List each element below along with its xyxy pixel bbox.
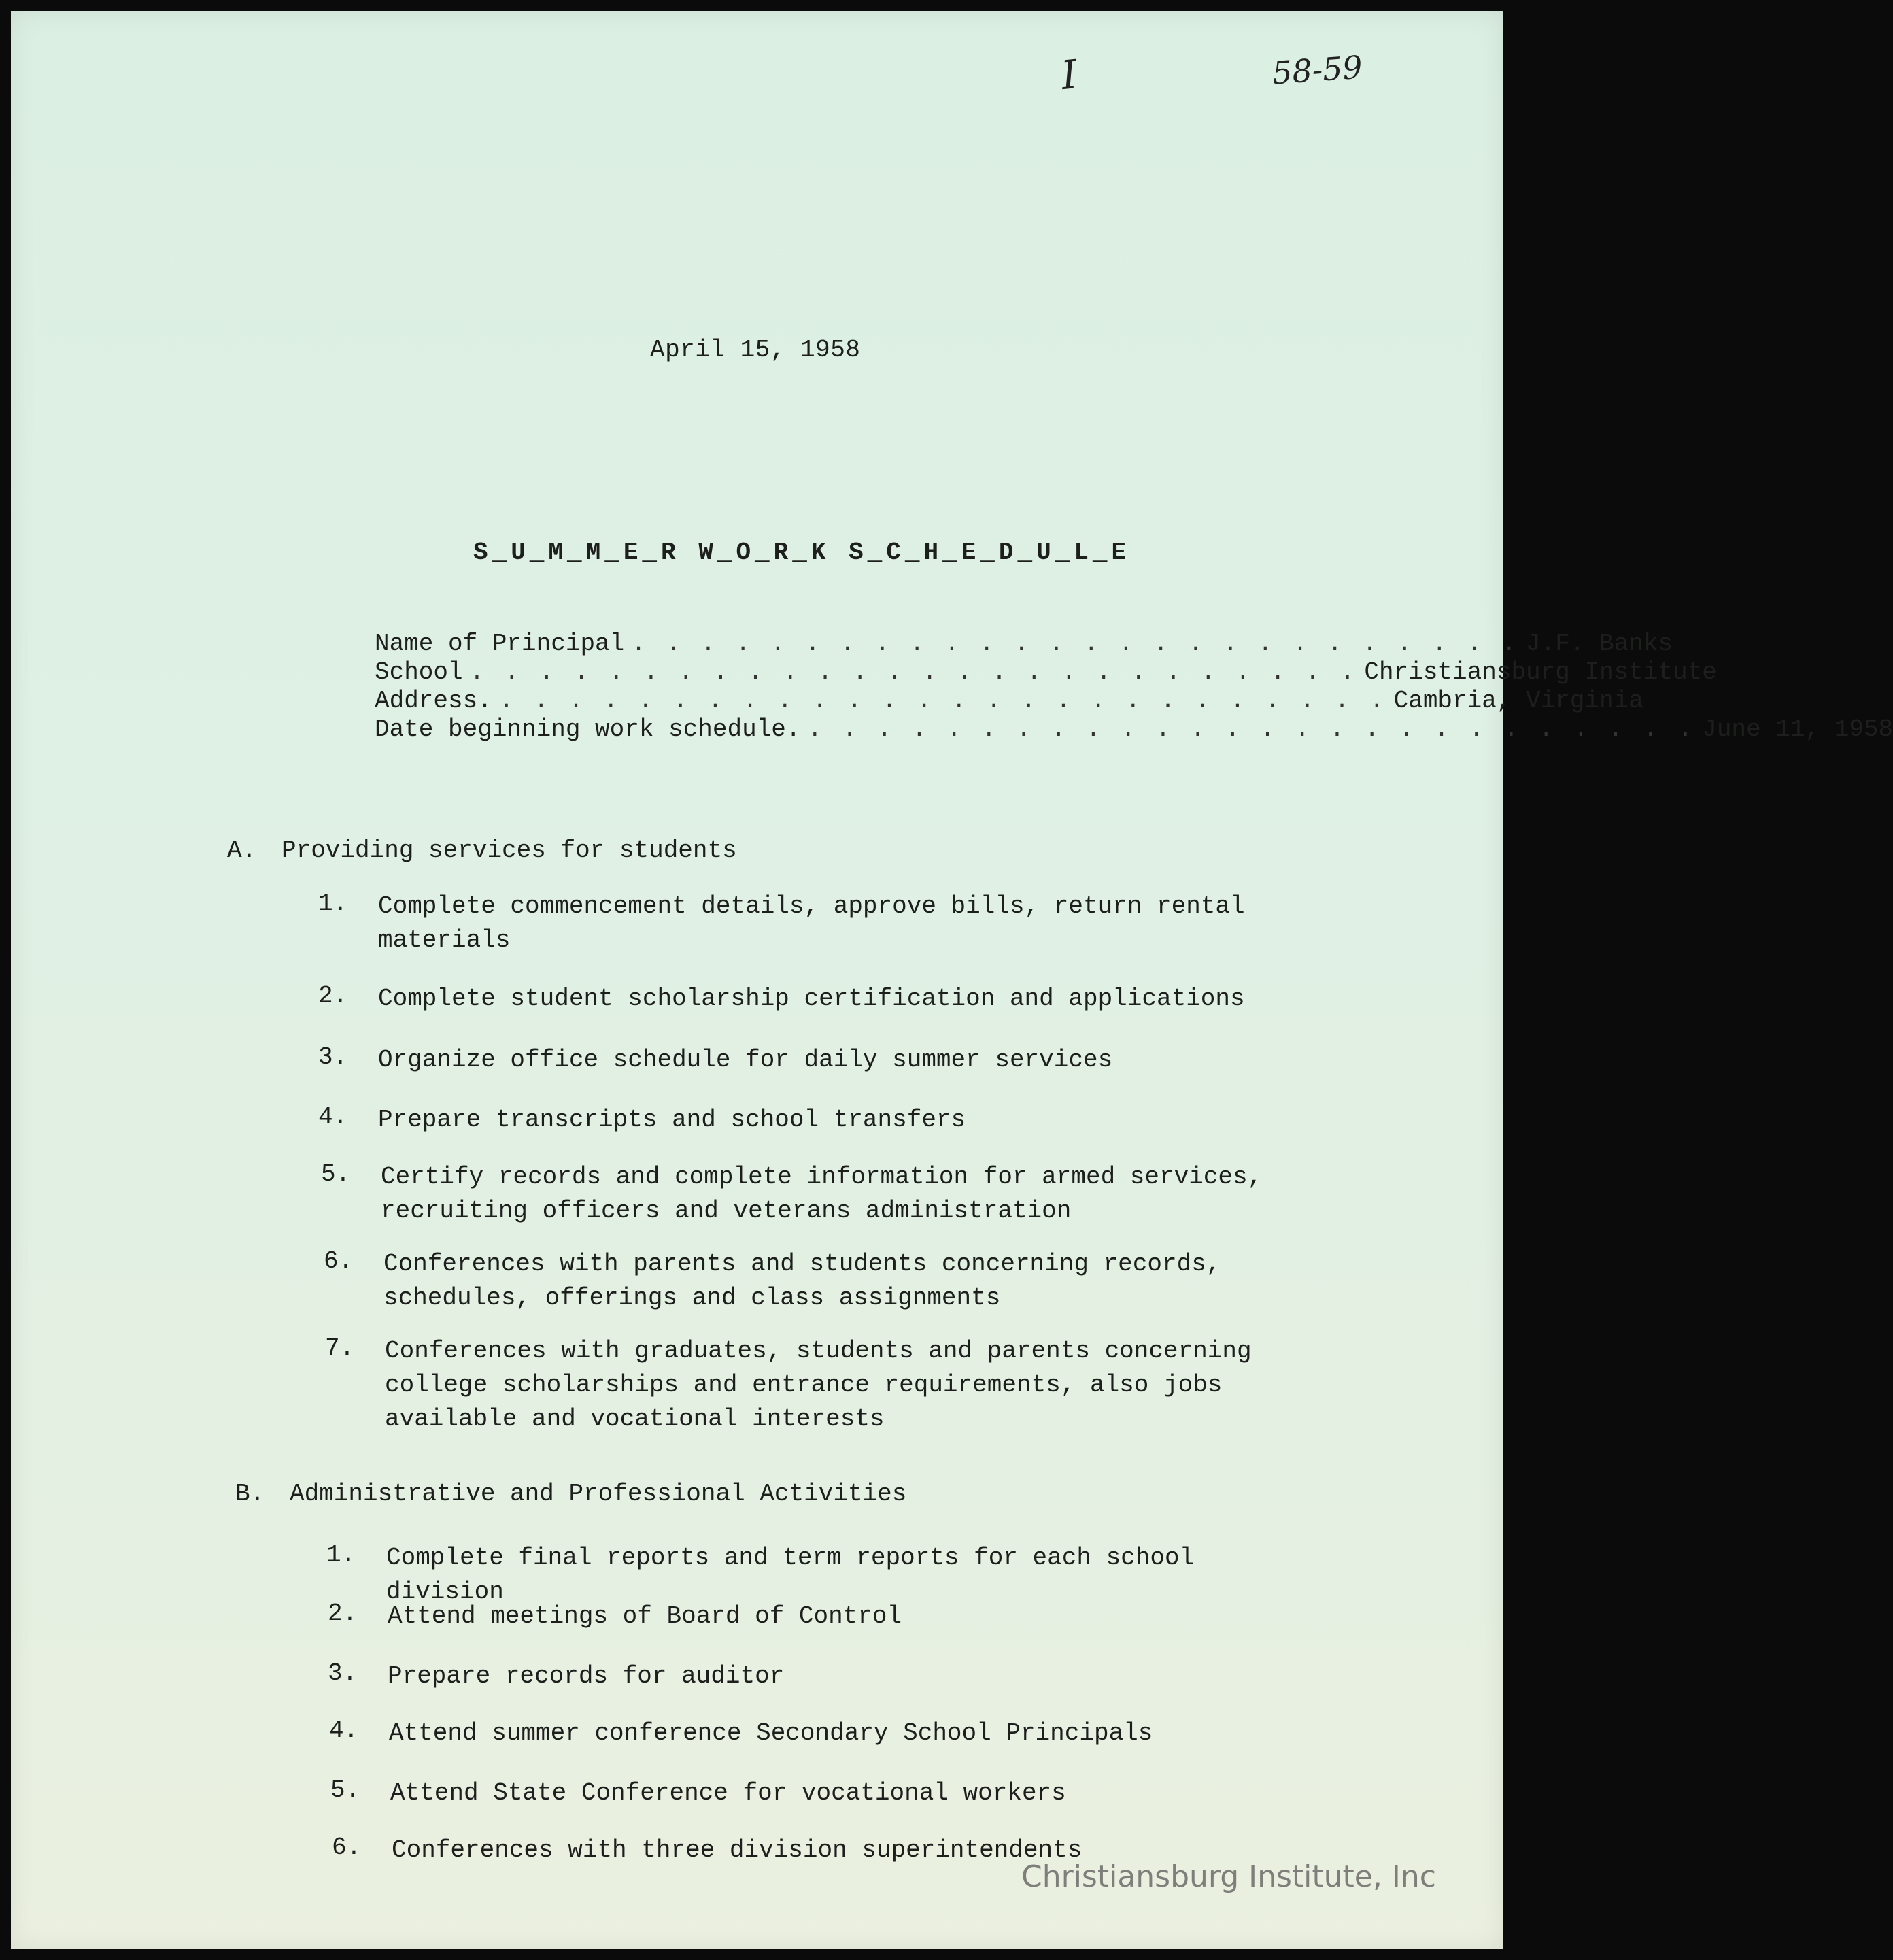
item-text: Attend State Conference for vocational workers: [390, 1779, 1066, 1807]
list-item: [318, 890, 1270, 958]
handwritten-year-mark: 58-59: [1271, 48, 1364, 92]
list-item: [328, 1659, 1280, 1693]
info-address: [375, 687, 1643, 715]
info-value: J.F. Banks: [1526, 630, 1673, 658]
item-number: 4.: [329, 1717, 359, 1744]
list-item: [326, 1541, 1278, 1609]
item-text: Attend meetings of Board of Control: [388, 1602, 902, 1630]
list-item: [318, 982, 1270, 1016]
item-number: 6.: [332, 1834, 362, 1861]
item-text: Complete final reports and term reports for each school division: [386, 1544, 1195, 1606]
info-school: [375, 658, 1717, 686]
section-letter: B.: [235, 1480, 265, 1508]
info-value: Cambria, Virginia: [1393, 687, 1643, 715]
watermark: Christiansburg Institute, Inc: [1021, 1859, 1436, 1894]
document-title: S_U_M_M_E_R W_O_R_K S_C_H_E_D_U_L_E: [473, 539, 1131, 567]
section-a-heading: [227, 837, 737, 864]
item-number: 1.: [318, 890, 348, 917]
item-text: Complete student scholarship certification and applications: [378, 985, 1245, 1013]
list-item: [325, 1334, 1277, 1436]
item-number: 4.: [318, 1103, 348, 1131]
item-text: Prepare transcripts and school transfers: [378, 1106, 966, 1134]
item-number: 5.: [321, 1160, 351, 1188]
item-number: 2.: [328, 1600, 358, 1627]
item-number: 2.: [318, 982, 348, 1010]
item-number: 6.: [324, 1247, 354, 1275]
section-title: Providing services for students: [282, 837, 737, 864]
item-number: 3.: [328, 1659, 358, 1687]
item-text: Organize office schedule for daily summer services: [378, 1046, 1113, 1074]
list-item: [328, 1600, 1280, 1634]
list-item: [318, 1103, 1270, 1137]
info-value: June 11, 1958: [1702, 715, 1893, 743]
info-label: School: [375, 658, 463, 686]
document-date: April 15, 1958: [650, 336, 861, 364]
leader-dots: . . . . . . . . . . . . . . . . . . . . . . . . . .: [807, 715, 1696, 743]
item-text: Attend summer conference Secondary School Principals: [389, 1719, 1153, 1747]
item-text: Complete commencement details, approve bills, return rental materials: [378, 892, 1245, 954]
leader-dots: . . . . . . . . . . . . . . . . . . . . . . . . . .: [498, 687, 1387, 715]
list-item: [330, 1776, 1282, 1810]
item-text: Prepare records for auditor: [388, 1662, 785, 1690]
item-text: Conferences with three division superintendents: [392, 1836, 1082, 1864]
list-item: [329, 1717, 1281, 1751]
section-title: Administrative and Professional Activities: [290, 1480, 907, 1508]
info-start-date: [375, 715, 1893, 743]
item-number: 5.: [330, 1776, 360, 1804]
section-b-heading: [235, 1480, 906, 1508]
handwritten-roman-numeral: I: [1059, 50, 1080, 99]
list-item: [324, 1247, 1276, 1315]
info-label: Name of Principal: [375, 630, 625, 658]
list-item: [318, 1043, 1270, 1077]
item-number: 7.: [325, 1334, 355, 1362]
info-label: Date beginning work schedule.: [375, 715, 801, 743]
item-text: Conferences with parents and students concerning records, schedules, offerings and class assignments: [383, 1250, 1221, 1312]
item-text: Certify records and complete information for armed services, recruiting officers and veterans administration: [381, 1163, 1263, 1225]
section-letter: A.: [227, 837, 257, 864]
item-text: Conferences with graduates, students and parents concerning college scholarships and entrance requirements, also jobs available and vocational interests: [385, 1337, 1252, 1433]
leader-dots: . . . . . . . . . . . . . . . . . . . . . . . . . .: [631, 630, 1520, 658]
list-item: [321, 1160, 1273, 1228]
info-principal: [375, 630, 1673, 658]
item-number: 1.: [326, 1541, 356, 1569]
info-value: Christiansburg Institute: [1364, 658, 1717, 686]
info-label: Address.: [375, 687, 492, 715]
leader-dots: . . . . . . . . . . . . . . . . . . . . . . . . . .: [469, 658, 1358, 686]
item-number: 3.: [318, 1043, 348, 1071]
document-page: [11, 11, 1893, 1949]
